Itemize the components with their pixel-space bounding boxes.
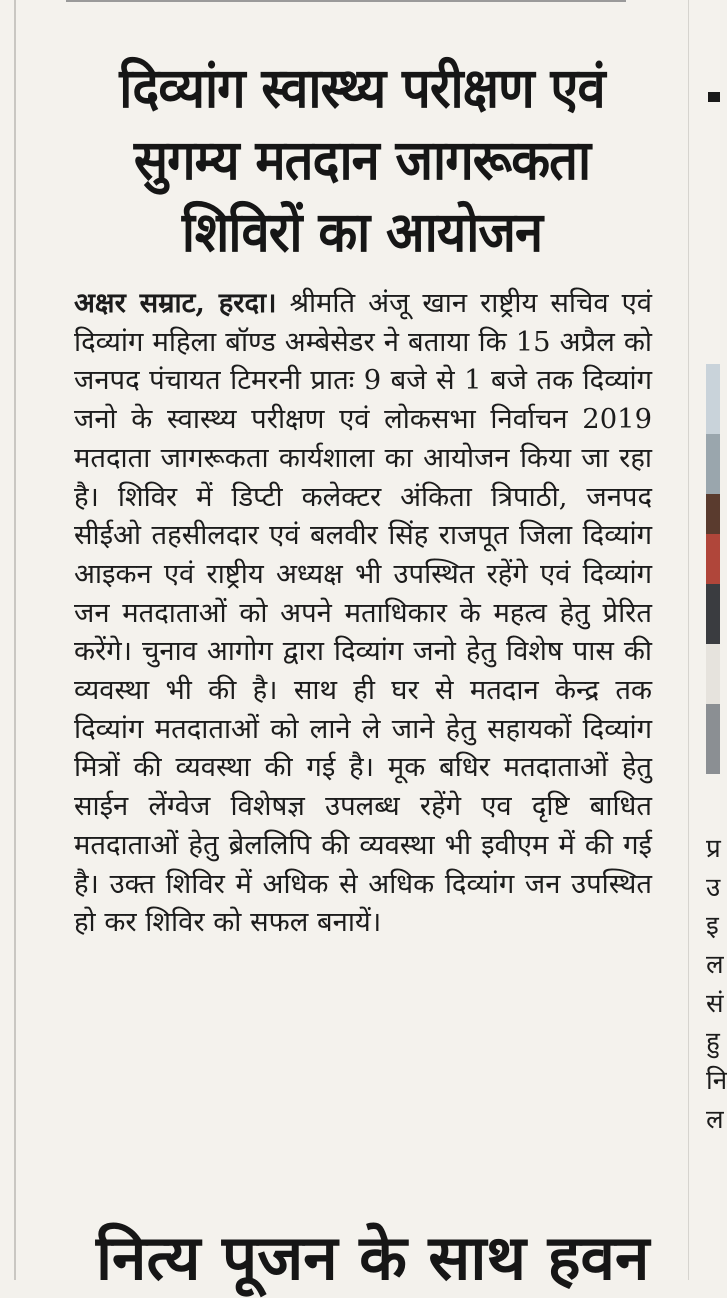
adjacent-line: नि xyxy=(706,1066,727,1097)
news-article xyxy=(64,52,660,943)
adjacent-line: इ xyxy=(706,911,719,942)
adjacent-headline-fragment xyxy=(708,92,720,102)
adjacent-photo-strip xyxy=(706,364,720,774)
article-body-text: श्रीमति अंजू खान राष्ट्रीय सचिव एवं दिव्यांग महिला बॉण्ड अम्बेसेडर ने बताया कि 15 अप्रैल को जनपद पंचायत टिमरनी प्रातः 9 बजे से 1 बजे तक दिव्यांग जनो के स्वास्थ्य परीक्षण एवं लोकसभा निर्वाचन 2019 मतदाता जागरूकता कार्यशाला का आयोजन किया जा रहा है। शिविर में डिप्टी कलेक्टर अंकिता त्रिपाठी, जनपद सीईओ तहसीलदार एवं बलवीर सिंह राजपूत जिला दिव्यांग आइकन एवं राष्ट्रीय अध्यक्ष भी उपस्थित रहेंगे एवं दिव्यांग जन मतदाताओं को अपने मताधिकार के महत्व हेतु प्रेरित करेंगे। चुनाव आगोग द्वारा दिव्यांग जनो हेतु विशेष पास की व्यवस्था भी की है। साथ ही घर से मतदान केन्द्र तक दिव्यांग मतदाताओं को लाने ले जाने हेतु सहायकों दिव्यांग मित्रों की व्यवस्था की गई है। मूक बधिर मतदाताओं हेतु साईन लेंग्वेज विशेषज्ञ उपलब्ध रहेंगे एव दृष्टि बाधित मतदाताओं हेतु ब्रेललिपि की व्यवस्था भी इवीएम में की गई है। उक्त शिविर में अधिक से अधिक दिव्यांग जन उपस्थित हो कर शिविर को सफल बनायें। xyxy=(74,288,652,939)
adjacent-line: ल xyxy=(706,950,724,981)
top-rule xyxy=(66,0,626,2)
adjacent-line: प्र xyxy=(706,834,721,864)
article-headline xyxy=(88,52,636,268)
headline-line-3: शिविरों का आयोजन xyxy=(181,200,543,264)
next-article-headline: नित्य पूजन के साथ हवन xyxy=(96,1221,650,1294)
article-dateline: अक्षर सम्राट, हरदा। xyxy=(74,287,277,319)
adjacent-line: हु xyxy=(706,1027,720,1058)
adjacent-line: ल xyxy=(706,1104,724,1135)
headline-line-2: सुगम्य मतदान जागरूकता xyxy=(133,128,591,192)
adjacent-line: सं xyxy=(706,988,724,1019)
adjacent-column-text xyxy=(706,830,727,1190)
adjacent-line: उ xyxy=(706,872,721,903)
headline-line-1: दिव्यांग स्वास्थ्य परीक्षण एवं xyxy=(119,56,605,120)
right-column-rule xyxy=(688,0,689,1280)
article-body xyxy=(64,284,660,943)
left-column-rule xyxy=(14,0,16,1280)
